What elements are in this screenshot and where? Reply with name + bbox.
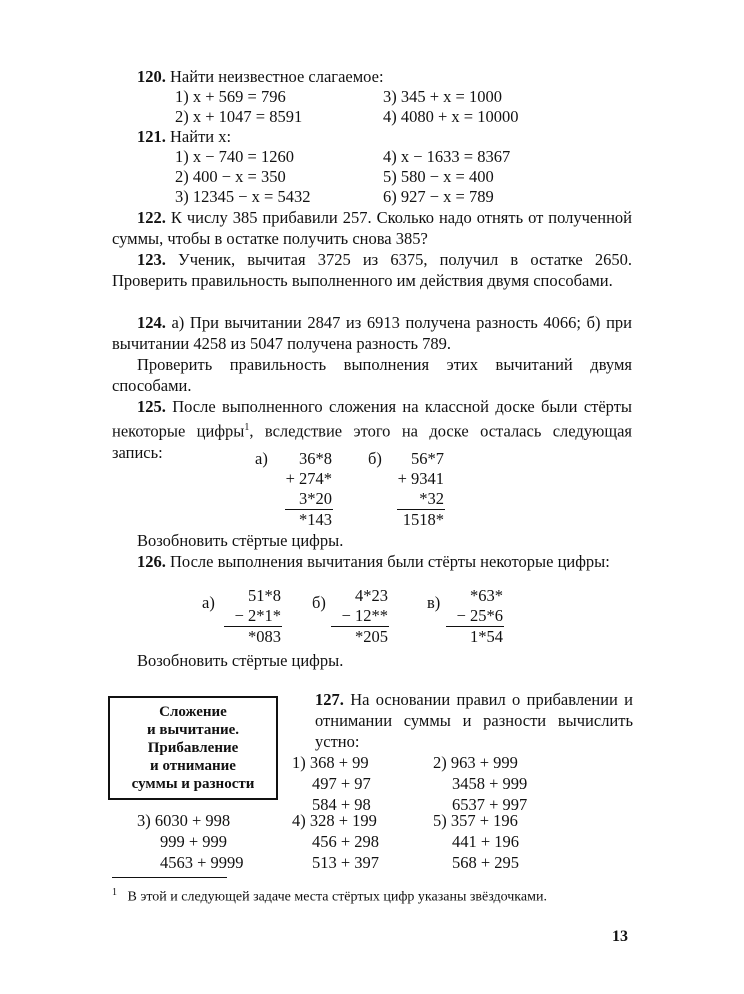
problem-123	[112, 249, 632, 291]
section-title-line: Прибавление	[147, 740, 239, 756]
column-label-b: б)	[312, 593, 326, 612]
problem-number: 122.	[137, 208, 166, 227]
subtraction-line: 51*8	[248, 586, 281, 605]
expression: 999 + 999	[160, 832, 228, 851]
expression: 5) 357 + 196	[433, 811, 518, 830]
equation: 4) 4080 + x = 10000	[383, 107, 519, 126]
expression: 1) 368 + 99	[292, 753, 369, 772]
expression: 4563 + 9999	[160, 853, 244, 872]
problem-text: , вследствие этого на доске осталась следующая запись:	[112, 421, 632, 462]
instruction: Возобновить стёртые цифры.	[137, 651, 344, 670]
expression: 584 + 98	[312, 795, 371, 814]
problem-number: 124.	[137, 313, 166, 332]
equation: 3) 345 + x = 1000	[383, 87, 502, 106]
column-label-a: а)	[202, 593, 215, 612]
addition-line: + 9341	[397, 469, 444, 488]
expression: 497 + 97	[312, 774, 371, 793]
expression: 3) 6030 + 998	[137, 811, 231, 830]
instruction: Возобновить стёртые цифры.	[137, 531, 344, 550]
section-title-line: Сложение	[159, 704, 227, 720]
addition-line: 36*8	[299, 449, 332, 468]
problem-124-check: Проверить правильность выполнения этих вычитаний двумя способами.	[112, 355, 632, 395]
problem-text: На основании правил о прибавлении и отнимании суммы и разности вычислить устно:	[315, 690, 634, 751]
column-label-c: в)	[427, 593, 441, 612]
subtraction-line: − 12**	[341, 606, 388, 625]
section-title-line: и отнимание	[150, 758, 236, 774]
section-title-box	[108, 696, 278, 800]
expression: 3458 + 999	[452, 774, 528, 793]
section-title-line: суммы и разности	[131, 776, 255, 792]
expression: 513 + 397	[312, 853, 380, 872]
addition-result: *143	[299, 510, 332, 529]
problem-number: 120.	[137, 67, 166, 86]
expression: 6537 + 997	[452, 795, 528, 814]
column-label-b: б)	[368, 449, 382, 468]
subtraction-line: *63*	[470, 586, 503, 605]
footnote	[112, 884, 632, 907]
equation: 1) x − 740 = 1260	[175, 147, 294, 166]
equation: 1) x + 569 = 796	[175, 87, 286, 106]
problem-121-heading	[137, 127, 231, 147]
addition-line: *32	[419, 489, 444, 508]
addition-line: + 274*	[285, 469, 332, 488]
problem-number: 123.	[137, 250, 166, 269]
addition-line: 56*7	[411, 449, 444, 468]
problem-text: Найти неизвестное слагаемое:	[170, 67, 384, 86]
problem-number: 125.	[137, 397, 166, 416]
problem-120-heading	[137, 67, 384, 87]
addition-result: 1518*	[402, 510, 444, 529]
footnote-text: В этой и следующей задаче места стёртых цифр указаны звёздочками.	[127, 889, 547, 905]
addition-line: 3*20	[299, 489, 332, 508]
problem-text: После выполненного сложения на классной доске были стёрты некоторые цифры	[112, 397, 633, 441]
equation: 4) x − 1633 = 8367	[383, 147, 511, 166]
section-title-line: и вычитание.	[146, 722, 240, 738]
expression: 2) 963 + 999	[433, 753, 518, 772]
equation: 3) 12345 − x = 5432	[175, 187, 311, 206]
problem-number: 126.	[137, 552, 166, 571]
equation: 6) 927 − x = 789	[383, 187, 494, 206]
expression: 4) 328 + 199	[292, 811, 377, 830]
problem-122	[112, 207, 632, 249]
problem-text: Найти x:	[170, 127, 232, 146]
subtraction-line: − 2*1*	[234, 606, 281, 625]
subtraction-line: − 25*6	[456, 606, 503, 625]
expression: 441 + 196	[452, 832, 520, 851]
problem-number: 121.	[137, 127, 166, 146]
equation: 5) 580 − x = 400	[383, 167, 494, 186]
problem-number: 127.	[315, 690, 344, 709]
equation: 2) x + 1047 = 8591	[175, 107, 303, 126]
subtraction-line: 4*23	[355, 586, 388, 605]
footnote-rule	[112, 877, 227, 878]
problem-text: а) При вычитании 2847 из 6913 получена разность 4066; б) при вычитании 4258 из 5047 получена разность 789.	[112, 313, 633, 353]
problem-127	[315, 689, 633, 752]
expression: 568 + 295	[452, 853, 520, 872]
page-number: 13	[612, 928, 628, 945]
column-label-a: а)	[255, 449, 268, 468]
equation: 2) 400 − x = 350	[175, 167, 286, 186]
problem-text: К числу 385 прибавили 257. Сколько надо отнять от полученной суммы, чтобы в остатке получить снова 385?	[112, 208, 632, 248]
footnote-ref: 1	[244, 422, 250, 433]
subtraction-result: *205	[355, 627, 388, 646]
subtraction-result: 1*54	[470, 627, 503, 646]
expression: 456 + 298	[312, 832, 380, 851]
problem-text: После выполнения вычитания были стёрты некоторые цифры:	[170, 552, 610, 571]
problem-124	[112, 312, 632, 354]
problem-text: Ученик, вычитая 3725 из 6375, получил в остатке 2650. Проверить правильность выполненного им действия двумя способами.	[112, 250, 633, 290]
subtraction-result: *083	[248, 627, 281, 646]
problem-126	[112, 551, 632, 572]
footnote-mark: 1	[112, 887, 117, 898]
